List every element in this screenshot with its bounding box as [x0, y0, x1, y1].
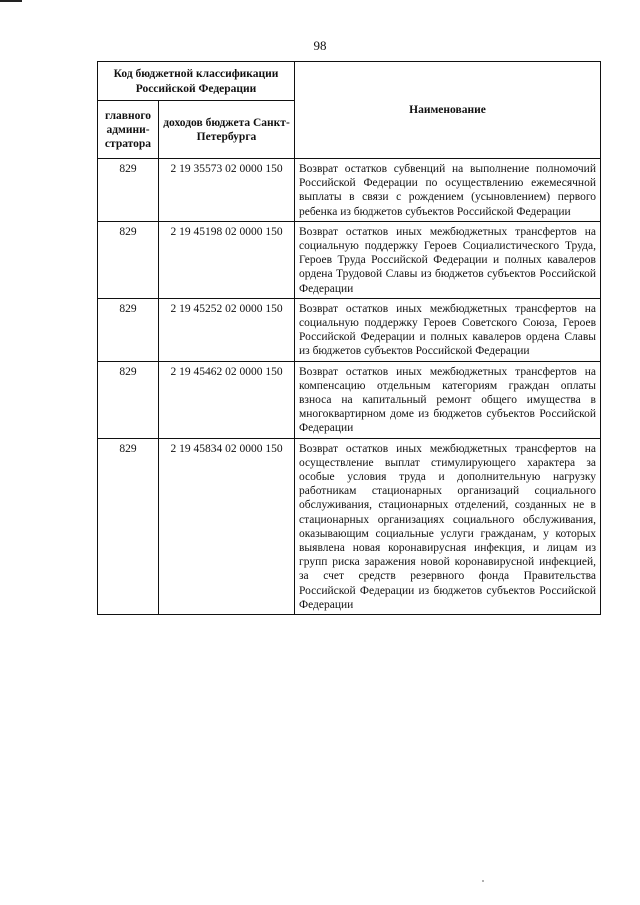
header-row-top — [98, 62, 601, 101]
income-code-cell: 2 19 45462 02 0000 150 — [159, 361, 295, 438]
income-code-cell: 2 19 45252 02 0000 150 — [159, 298, 295, 361]
description-cell: Возврат остатков субвенций на выполнение полномочий Российской Федерации по осуществлению ежемесячной выплаты в связи с рождением (усыновлением) первого ребенка из бюджетов субъектов Российской Федерации — [295, 159, 601, 222]
admin-code-cell: 829 — [98, 159, 159, 222]
admin-code-cell: 829 — [98, 298, 159, 361]
header-name: Наименование — [295, 62, 601, 159]
table-row — [98, 298, 601, 361]
description-cell: Возврат остатков иных межбюджетных трансфертов на социальную поддержку Героев Социалистического Труда, Героев Труда Российской Федерации и полных кавалеров ордена Трудовой Славы из бюджетов субъектов Российской Федерации — [295, 221, 601, 298]
scan-speck — [482, 880, 484, 882]
table-row — [98, 159, 601, 222]
description-cell: Возврат остатков иных межбюджетных трансфертов на компенсацию отдельным категориям граждан оплаты взноса на капитальный ремонт общего имущества в многоквартирном доме из бюджетов субъектов Российской Федерации — [295, 361, 601, 438]
table-row — [98, 221, 601, 298]
income-code-cell: 2 19 45198 02 0000 150 — [159, 221, 295, 298]
header-admin: главного админи-стратора — [98, 101, 159, 159]
income-code-cell: 2 19 45834 02 0000 150 — [159, 438, 295, 614]
budget-classification-table — [97, 61, 601, 615]
scan-corner-mark — [0, 0, 22, 2]
page-number: 98 — [313, 38, 327, 53]
admin-code-cell: 829 — [98, 361, 159, 438]
header-income: доходов бюджета Санкт-Петербурга — [159, 101, 295, 159]
admin-code-cell: 829 — [98, 438, 159, 614]
income-code-cell: 2 19 35573 02 0000 150 — [159, 159, 295, 222]
header-code-group: Код бюджетной классификации Российской Федерации — [98, 62, 295, 101]
description-cell: Возврат остатков иных межбюджетных трансфертов на осуществление выплат стимулирующего характера за особые условия труда и дополнительную нагрузку работникам стационарных организаций социального обслуживания, стационарных отделений, созданных не в стационарных организациях социального обслуживания, оказывающим социальные услуги гражданам, у которых выявлена новая коронавирусная инфекция, и лицам из групп риска заражения новой коронавирусной инфекцией, за счет средств резервного фонда Правительства Российской Федерации из бюджетов субъектов Российской Федерации — [295, 438, 601, 614]
table-row — [98, 361, 601, 438]
admin-code-cell: 829 — [98, 221, 159, 298]
description-cell: Возврат остатков иных межбюджетных трансфертов на социальную поддержку Героев Советского Союза, Героев Российской Федерации и полных кавалеров ордена Славы из бюджетов субъектов Российской Федерации — [295, 298, 601, 361]
table-row — [98, 438, 601, 614]
